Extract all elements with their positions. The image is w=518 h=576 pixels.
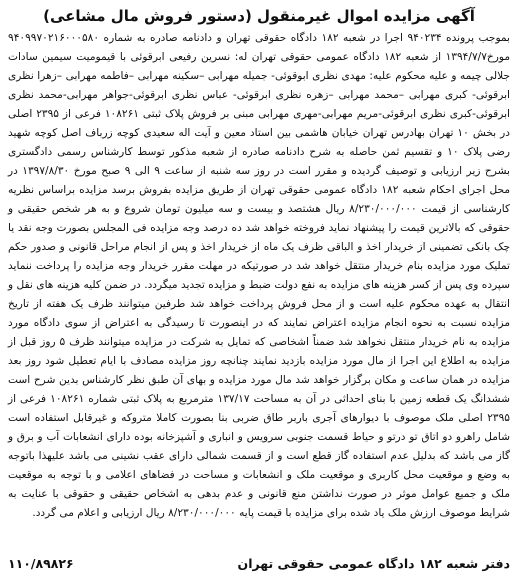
notice-title: آگهی مزایده اموال غیرمنقول (دستور فروش مال مشاعی) xyxy=(43,7,475,25)
court-office-signature: دفتر شعبه ۱۸۲ دادگاه عمومی حقوقی تهران xyxy=(237,555,510,571)
notice-body: بموجب پرونده ۹۴۰۲۳۴ اجرا در شعبه ۱۸۲ دادگاه حقوقی تهران و دادنامه صادره به شماره ۹۴۰۹۹۷۰۲۱۶۰۰۰۵۸۰ مورخ۱۳۹۴/۷/۷ از شعبه ۱۸۲ دادگاه عمومی حقوقی تهران له: نسرین رفیعی ابرقوئی با قیمومیت سیمین سادات جلالی چیمه و علیه محکوم علیه: مهدی نظری ابوقوئی- جمیله مهرابی –سکینه مهرابی –فاطمه مهرابی –زهرا نظری ابرقوئی- کبری مهرابی –محمد مهرابی –زهره نظری ابرقوئی- عباس نظری ابرقوئی-جواهر مهرابی-محمد نظری ابرقوئی-کبری نظری ابرقوئی-مریم مهرابی-مهری مهرابی مبنی بر فروش پلاک ثبتی ۱۰۸۲۶۱ فرعی از ۲۳۹۵ اصلی در بخش ۱۰ تهران بهادرس تهران خیابان هاشمی بین استاد معین و آیت اله سعیدی کوچه زرباف اصل کوچه شهید رضی پلاک ۱۰ و تقسیم ثمن حاصله به شرح دادنامه صادره از شعبه مذکور توسط کارشناس رسمی دادگستری بشرح زیر ارزیابی و توصیف گردیده و مقرر است در روز سه شنبه از ساعت ۹ الی ۹ صبح مورخ ۱۳۹۷/۸/۳۰ در محل اجرای احکام شعبه ۱۸۲ دادگاه عمومی حقوقی تهران از طریق مزایده بفروش برسد مزایده براساس نظریه کارشناسی از قیمت ۸/۲۳۰/۰۰۰/۰۰۰ ریال هشتصد و بیست و سه میلیون تومان شروع و به هر شخص حقیقی و حقوقی که بالاترین قیمت را پیشنهاد نماید فروخته خواهد شد ده درصد وجه مزایده فی المجلس بصورت وجه نقد یا چک بانکی تضمینی از خریدار اخذ و الباقی ظرف یک ماه از خریدار اخذ و پس از انجام مراحل قانونی و صدور حکم تملیک مورد مزایده بنام خریدار منتقل خواهد شد در صورتیکه در مهلت مقرر خریدار وجه مزایده را پرداخت ننماید سپرده وی پس از کسر هزینه های مزایده به نفع دولت ضبط و مزایده تجدید میگردد. در ضمن کلیه هزینه های نقل و انتقال به عهده محکوم علیه است و از محل فروش پرداخت خواهد شد طرفین میتوانند ظرف یک هفته از تاریخ مزایده نسبت به نحوه انجام مزایده اعتراض نمایند که در اینصورت تا رسیدگی به اعتراض از سوی دادگاه مورد مزایده به نام خریدار منتقل نخواهد شد ضمناً اشخاصی که تمایل به شرکت در مزایده میتوانند ظرف ۵ روز قبل از مزایده به اطلاع این اجرا از مال مورد مزایده بازدید نمایند چنانچه روز مزایده مصادف با ایام تعطیل شود روز بعد مزایده در همان ساعت و مکان برگزار خواهد شد مال مورد مزایده و بهای آن طبق نظر کارشناس بدین شرح است ششدانگ یک قطعه زمین با بنای احداثی در آن به مساحت ۱۳۷/۱۷ مترمربع به پلاک ثبتی شماره ۱۰۸۲۶۱ فرعی از ۲۳۹۵ اصلی ملک موصوف با دیوارهای آجری باربر طاق ضربی بنا بصورت کاملا متروکه و غیرقابل استفاده است شامل راهرو دو اتاق تو درتو و حیاط قسمت جنوبی سرویس و انباری و آشپزخانه بوده دارای انشعابات آب و برق و گاز می باشد که بدلیل عدم استفاده گاز قطع است و از قسمت شمالی دارای عقب نشینی می باشد علیهذا باتوجه به وضع و موقعیت محل کاربری و موقعیت ملک و انشعابات و مساحت در فضاهای اعلامی و با توجه به موقعیت ملک و جمیع عوامل موثر در صورت نداشتن منع قانونی و عدم بدهی به اشخاص حقیقی و حقوقی با عنایت به شرایط موصوف ارزش ملک یاد شده برای مزایده با قیمت پایه ۸/۲۳۰/۰۰۰/۰۰۰ ریال ارزیابی و اعلام می گردد. xyxy=(8,32,511,519)
notice-footer xyxy=(8,553,510,573)
notice-code: ۱۱۰/۸۹۸۲۶ xyxy=(8,555,74,571)
